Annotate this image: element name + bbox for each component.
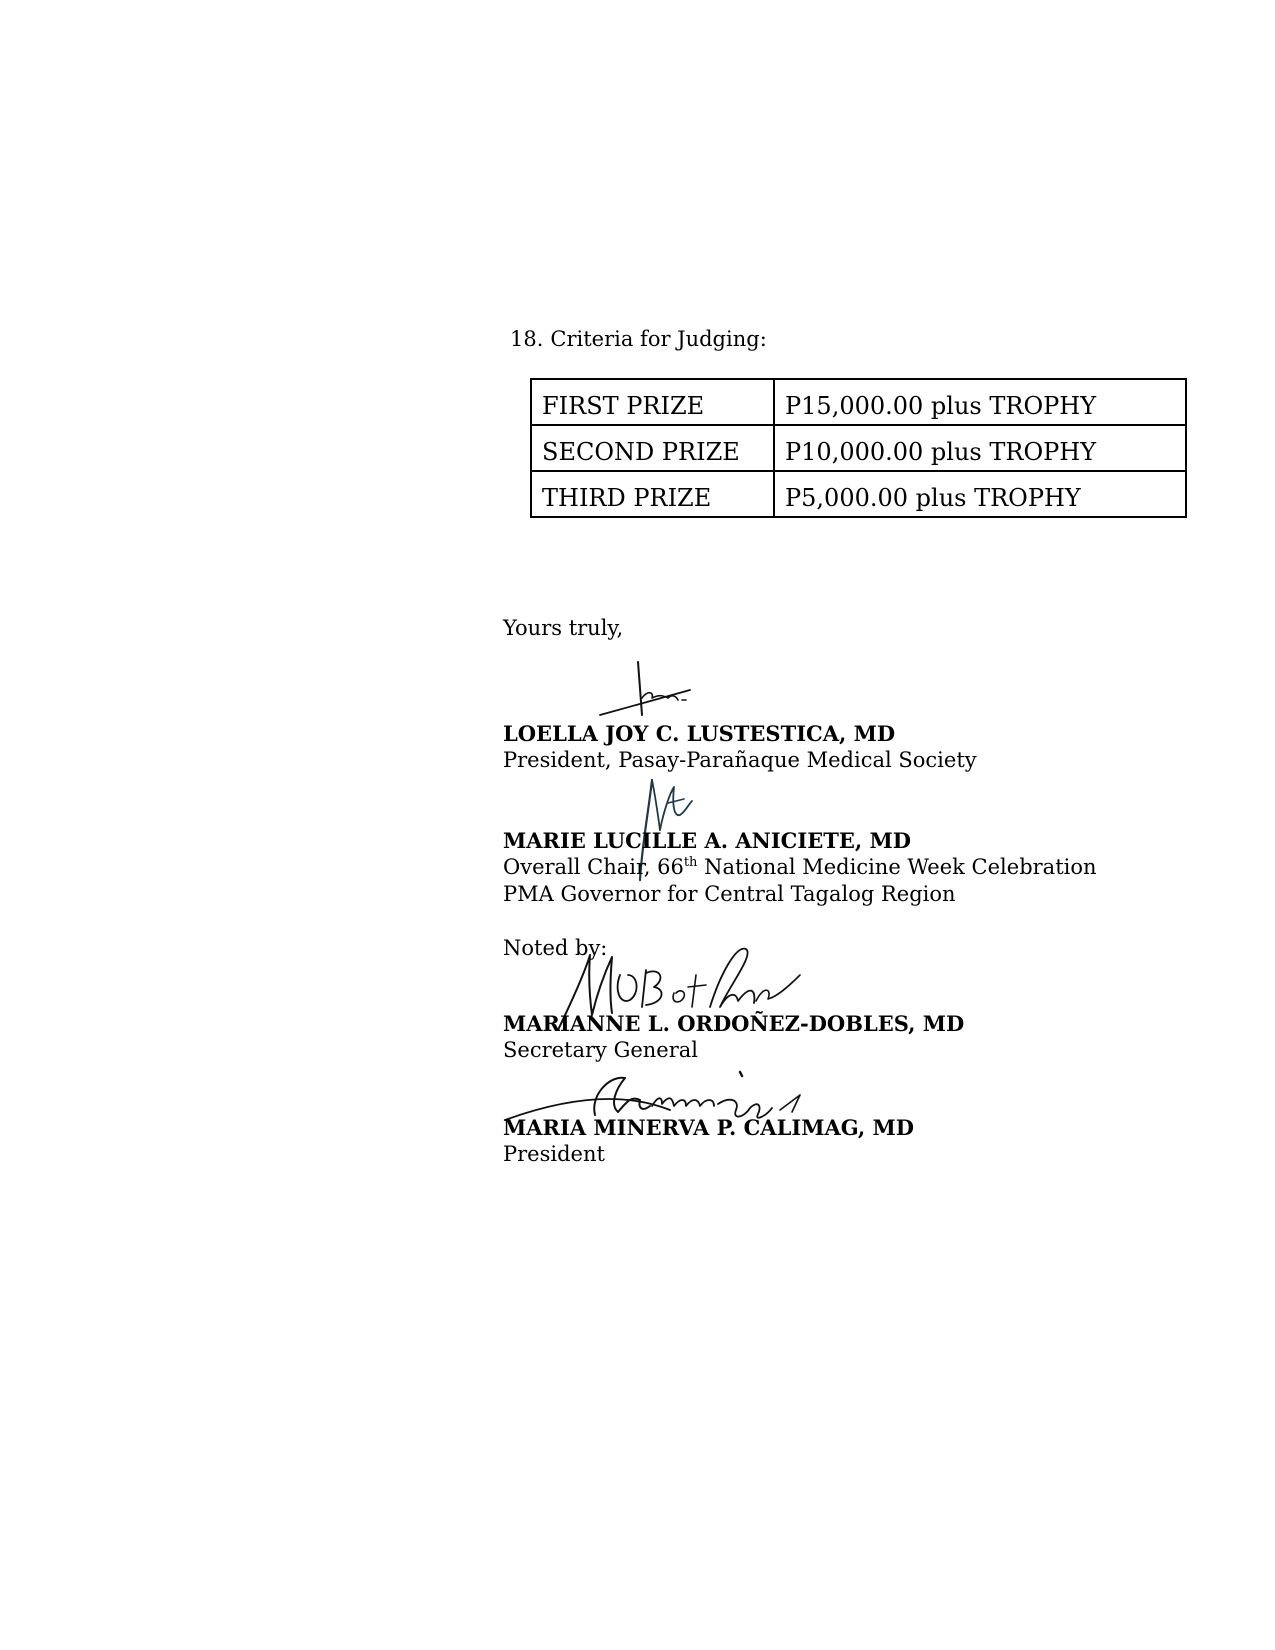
signatory-block — [503, 1010, 964, 1064]
item-heading-text: Criteria for Judging: — [550, 327, 767, 351]
signatory-title: President, Pasay-Parañaque Medical Society — [503, 748, 977, 772]
signatory-title: Secretary General — [503, 1038, 699, 1062]
ordinal-suffix: th — [683, 855, 698, 870]
item-number: 18. — [510, 327, 544, 351]
title-prefix: Overall Chair, 66 — [503, 855, 684, 879]
signatory-name: MARIA MINERVA P. CALIMAG, MD — [503, 1115, 914, 1140]
table-row — [531, 379, 1186, 425]
signatory-title: President — [503, 1142, 605, 1166]
signatory-block — [503, 720, 977, 774]
title-suffix: National Medicine Week Celebration — [697, 855, 1097, 879]
signatory-title — [503, 854, 1097, 881]
noted-by-label: Noted by: — [503, 936, 608, 960]
prize-label: SECOND PRIZE — [531, 425, 774, 471]
prize-amount: P5,000.00 plus TROPHY — [774, 471, 1186, 517]
signatory-title: PMA Governor for Central Tagalog Region — [503, 882, 956, 906]
closing-salutation: Yours truly, — [503, 616, 624, 640]
table-row — [531, 471, 1186, 517]
prize-label: THIRD PRIZE — [531, 471, 774, 517]
prize-amount: P15,000.00 plus TROPHY — [774, 379, 1186, 425]
criteria-heading — [510, 326, 767, 352]
signatory-block — [503, 1114, 914, 1168]
prize-label: FIRST PRIZE — [531, 379, 774, 425]
prize-table — [530, 378, 1187, 518]
signatory-name: LOELLA JOY C. LUSTESTICA, MD — [503, 721, 896, 746]
signatory-block — [503, 827, 1097, 908]
signatory-name: MARIE LUCILLE A. ANICIETE, MD — [503, 828, 911, 853]
prize-amount: P10,000.00 plus TROPHY — [774, 425, 1186, 471]
signatory-name: MARIANNE L. ORDOÑEZ-DOBLES, MD — [503, 1011, 965, 1036]
table-row — [531, 425, 1186, 471]
